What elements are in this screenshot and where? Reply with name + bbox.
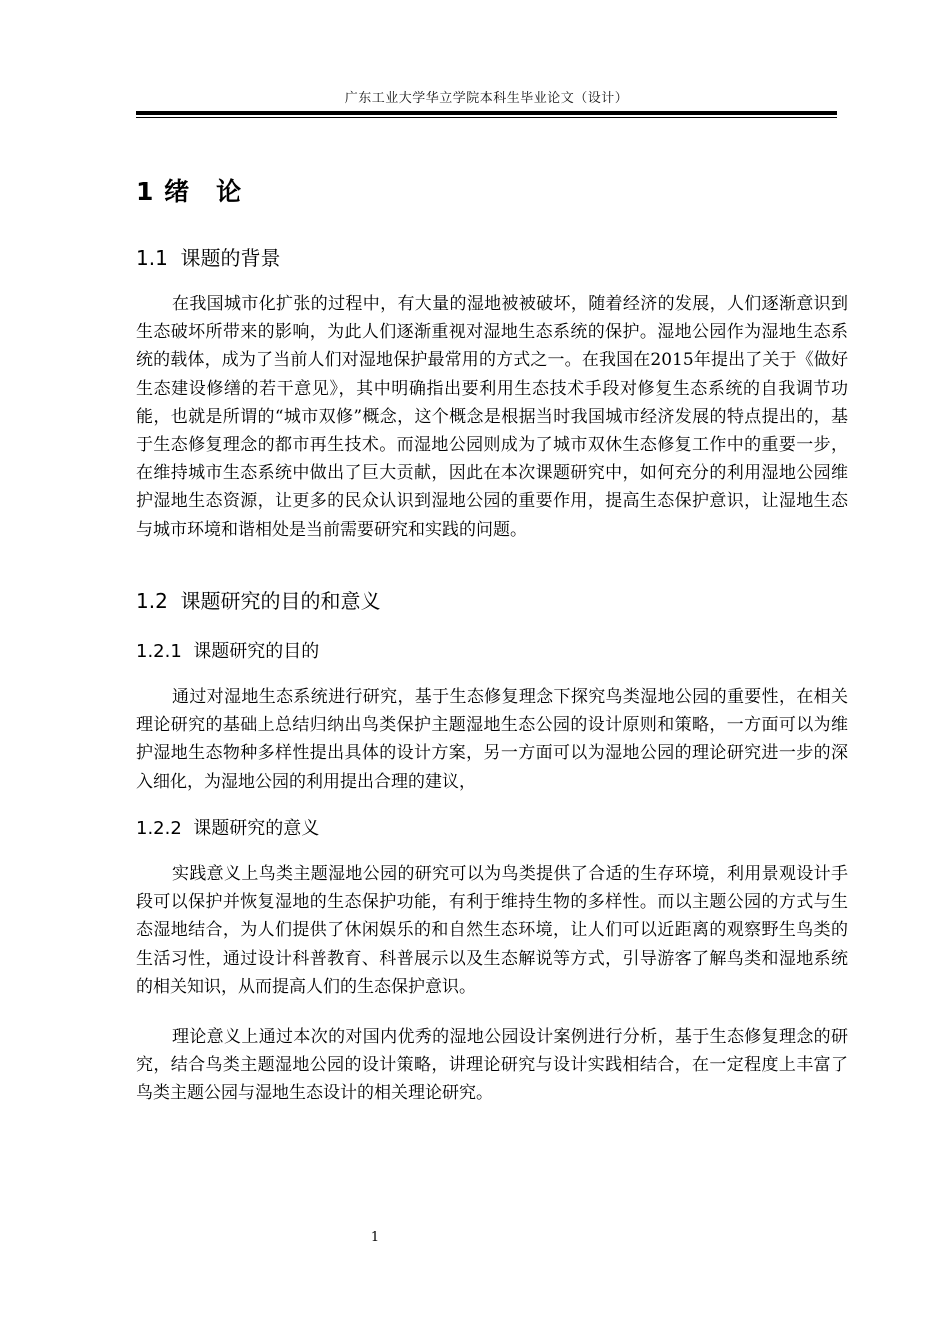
paragraph-background: 在我国城市化扩张的过程中，有大量的湿地被被破坏，随着经济的发展，人们逐渐意识到生态破坏所带来的影响，为此人们逐渐重视对湿地生态系统的保护。湿地公园作为湿地生态系统的载体，成为了当前人们对湿地保护最常用的方式之一。在我国在2015年提出了关于《做好生态建设修缮的若干意见》，其中明确指出要利用生态技术手段对修复生态系统的自我调节功能，也就是所谓的“城市双修”概念，这个概念是根据当时我国城市经济发展的特点提出的，基于生态修复理念的都市再生技术。而湿地公园则成为了城市双休生态修复工作中的重要一步，在维持城市生态系统中做出了巨大贡献，因此在本次课题研究中，如何充分的利用湿地公园维护湿地生态资源，让更多的民众认识到湿地公园的重要作用，提高生态保护意识，让湿地生态与城市环境和谐相处是当前需要研究和实践的问题。 bbox=[136, 294, 848, 540]
page-number: 1 bbox=[370, 1230, 380, 1245]
paragraph-theoretical-significance: 理论意义上通过本次的对国内优秀的湿地公园设计案例进行分析，基于生态修复理念的研究，结合鸟类主题湿地公园的设计策略，讲理论研究与设计实践相结合，在一定程度上丰富了鸟类主题公园与湿地生态设计的相关理论研究。 bbox=[136, 1027, 848, 1104]
running-header: 广东工业大学华立学院本科生毕业论文（设计） bbox=[344, 91, 629, 106]
section-heading-1-2-2: 1.2.2 课题研究的意义 bbox=[136, 818, 320, 839]
section-heading-1-2: 1.2 课题研究的目的和意义 bbox=[136, 589, 381, 613]
header-rule-thick bbox=[136, 111, 837, 115]
paragraph-practical-significance: 实践意义上鸟类主题湿地公园的研究可以为鸟类提供了合适的生存环境，利用景观设计手段可以保护并恢复湿地的生态保护功能，有利于维持生物的多样性。而以主题公园的方式与生态湿地结合，为人们提供了休闲娱乐的和自然生态环境，让人们可以近距离的观察野生鸟类的生活习性，通过设计科普教育、科普展示以及生态解说等方式，引导游客了解鸟类和湿地系统的相关知识，从而提高人们的生态保护意识。 bbox=[136, 864, 848, 997]
chapter-title: 1 绪 论 bbox=[136, 177, 243, 206]
section-heading-1-2-1: 1.2.1 课题研究的目的 bbox=[136, 641, 320, 662]
paragraph-purpose: 通过对湿地生态系统进行研究，基于生态修复理念下探究鸟类湿地公园的重要性，在相关理论研究的基础上总结归纳出鸟类保护主题湿地生态公园的设计原则和策略，一方面可以为维护湿地生态物种多样性提出具体的设计方案，另一方面可以为湿地公园的理论研究进一步的深入细化，为湿地公园的利用提出合理的建议， bbox=[136, 687, 848, 792]
section-heading-1-1: 1.1 课题的背景 bbox=[136, 246, 281, 270]
header-rule-thin bbox=[136, 117, 837, 118]
